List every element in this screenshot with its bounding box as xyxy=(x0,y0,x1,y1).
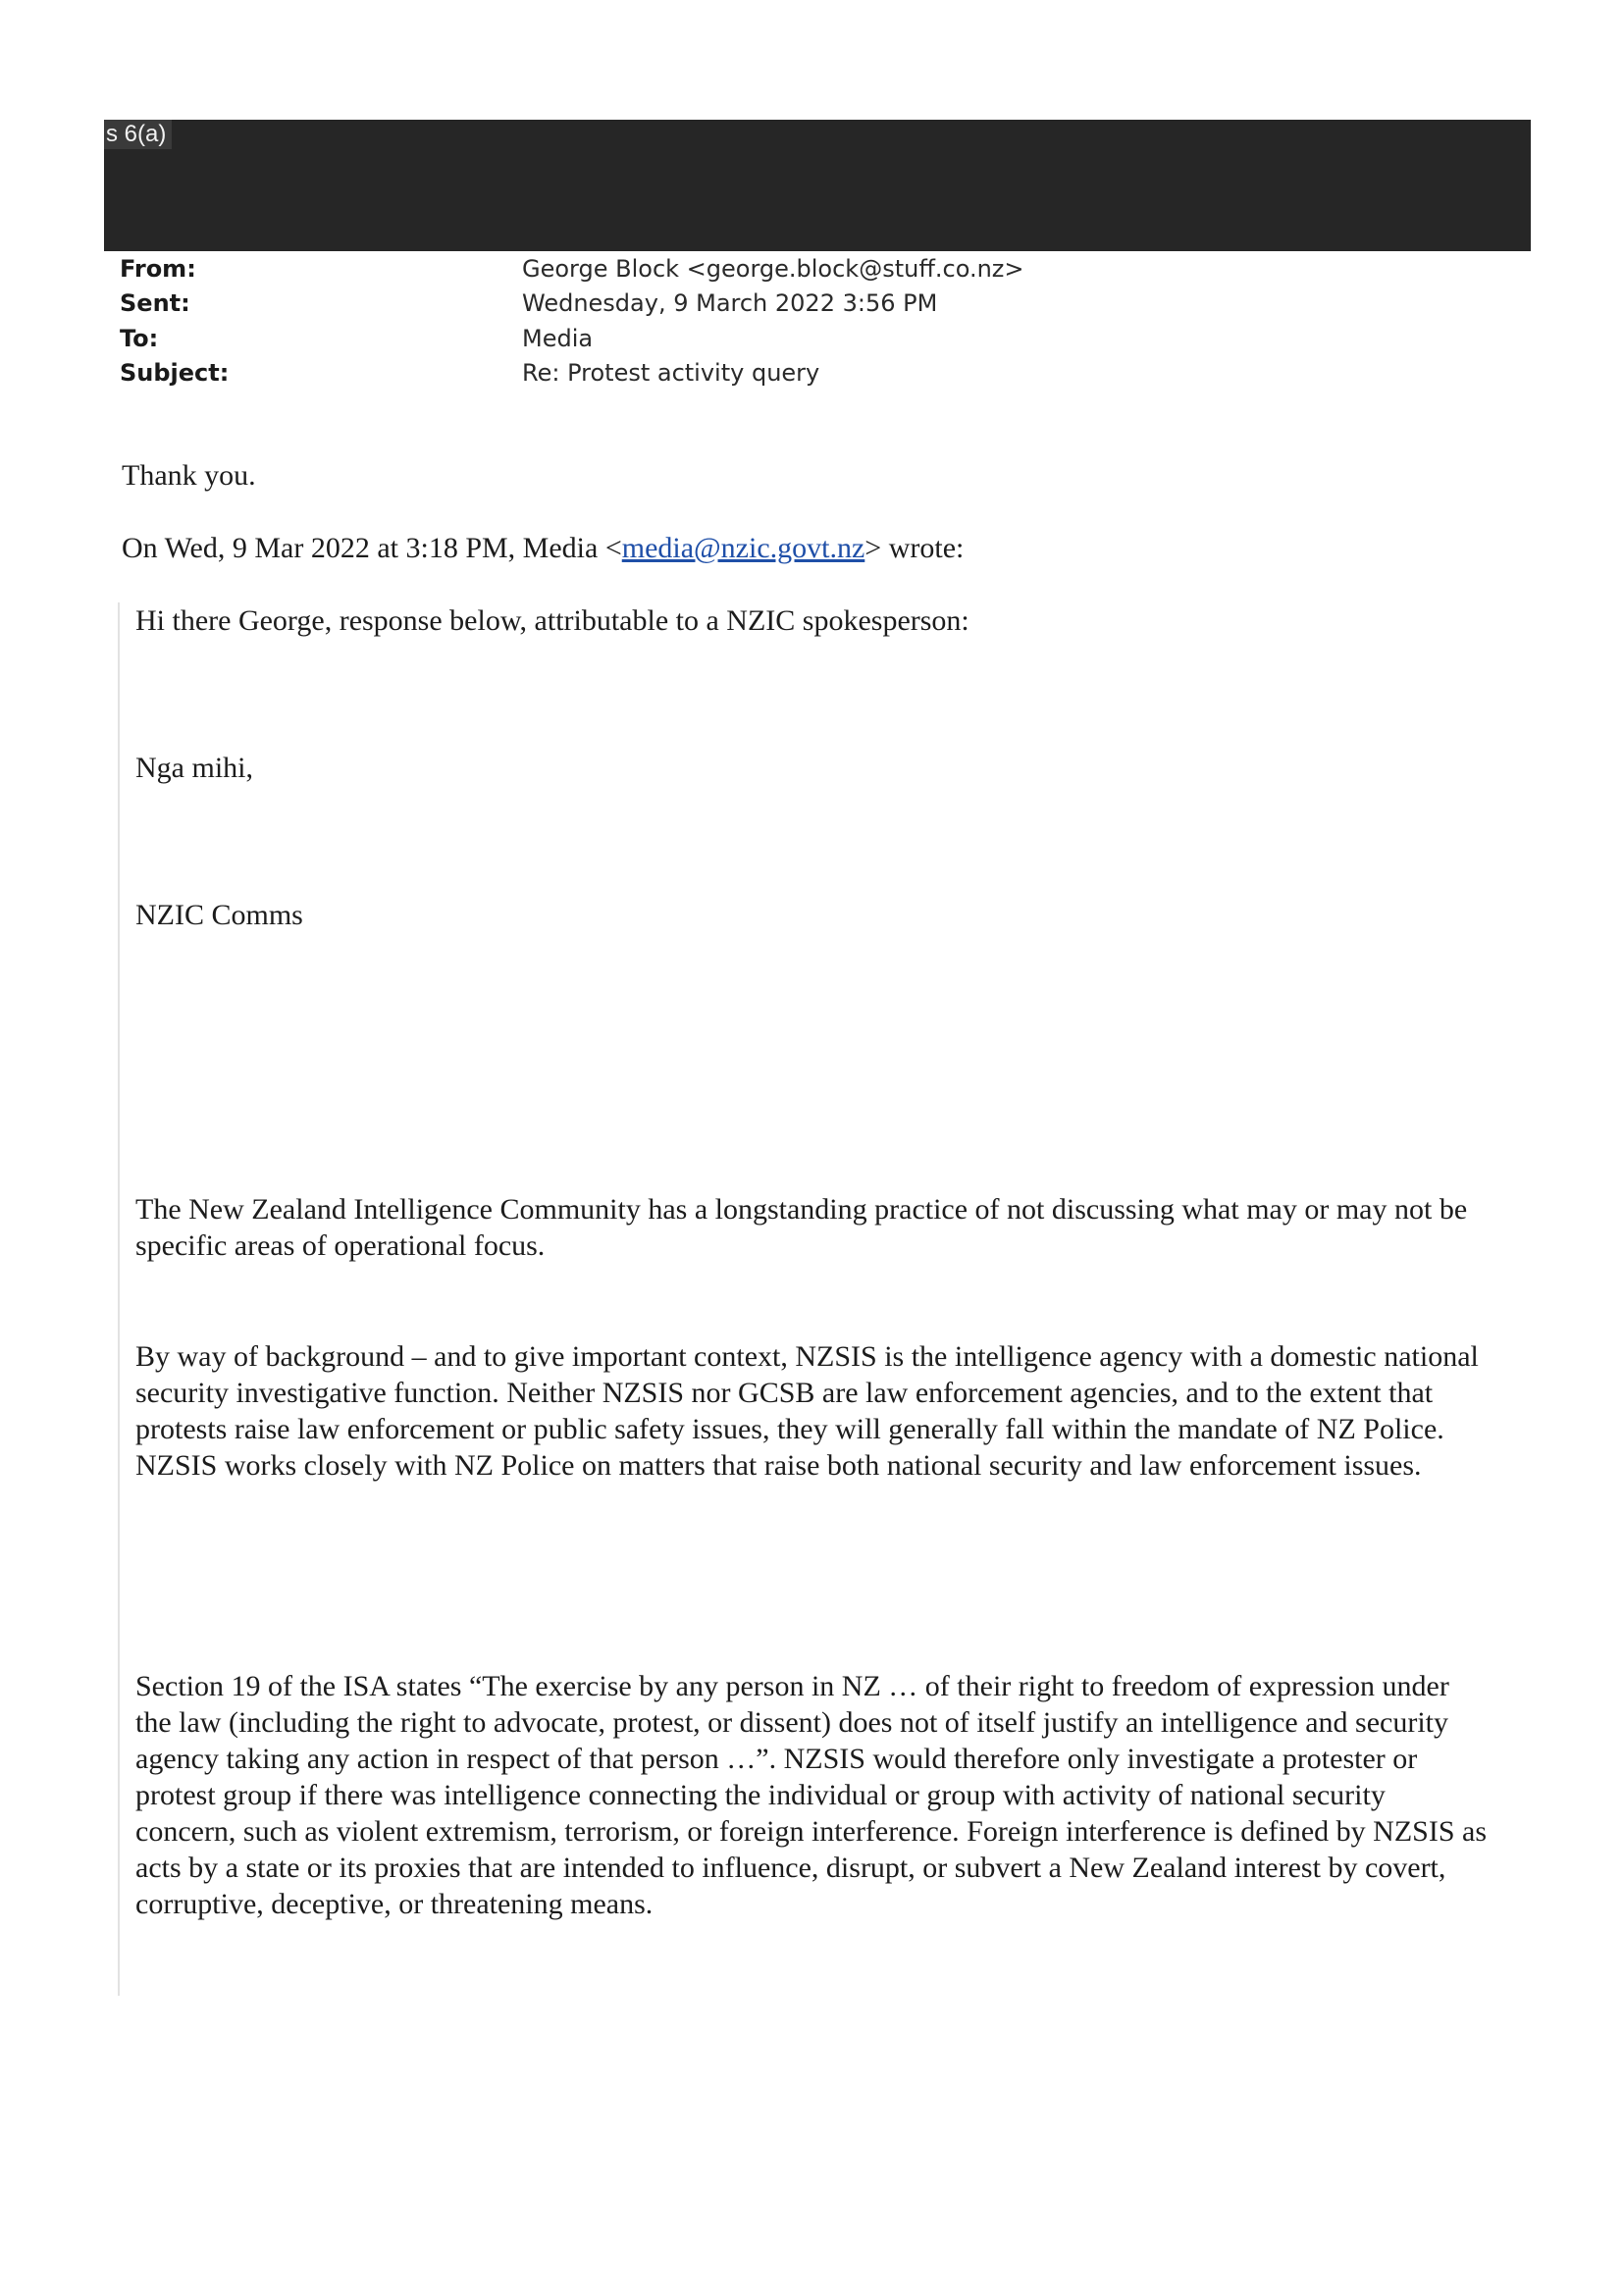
to-row xyxy=(120,321,1395,356)
from-row xyxy=(120,251,1395,287)
quoted-signoff: Nga mihi, xyxy=(135,752,253,784)
quoted-paragraph-3: Section 19 of the ISA states “The exercise by any person in NZ … of their right to freedom of expression under the law (including the right to advocate, protest, or dissent) does not of itself justify an intelligence and security agency taking any action in respect of that person …”. NZSIS would therefore only investigate a protester or protest group if there was intelligence connecting the individual or group with activity of national security concern, such as violent extremism, terrorism, or foreign interference. Foreign interference is defined by NZSIS as acts by a state or its proxies that are intended to influence, disrupt, or subvert a New Zealand interest by covert, corruptive, deceptive, or threatening means. xyxy=(135,1670,1488,1920)
reply-prefix: On Wed, 9 Mar 2022 at 3:18 PM, Media < xyxy=(122,532,622,564)
from-value: George Block <george.block@stuff.co.nz> xyxy=(522,254,1024,283)
reply-suffix: > wrote: xyxy=(864,532,965,564)
subject-row xyxy=(120,356,1395,391)
from-label: From: xyxy=(120,254,196,283)
email-header xyxy=(120,251,1395,391)
sent-label: Sent: xyxy=(120,289,190,318)
thanks-text: Thank you. xyxy=(122,459,256,492)
redaction-label: s 6(a) xyxy=(104,120,172,149)
reply-attribution xyxy=(122,530,964,566)
to-label: To: xyxy=(120,324,159,352)
quoted-paragraph-2: By way of background – and to give important context, NZSIS is the intelligence agency with a domestic national security investigative function. Neither NZSIS nor GCSB are law enforcement agencies, and to the extent that protests raise law enforcement or public safety issues, they will generally fall within the mandate of NZ Police. NZSIS works closely with NZ Police on matters that raise both national security and law enforcement issues. xyxy=(135,1340,1479,1482)
sent-row xyxy=(120,287,1395,322)
subject-value: Re: Protest activity query xyxy=(522,359,820,388)
quoted-signature: NZIC Comms xyxy=(135,899,303,931)
redaction-block xyxy=(104,120,1531,251)
sent-value: Wednesday, 9 March 2022 3:56 PM xyxy=(522,289,938,318)
media-email-link[interactable]: media@nzic.govt.nz xyxy=(621,532,865,564)
quoted-greeting: Hi there George, response below, attributable to a NZIC spokesperson: xyxy=(135,604,969,637)
to-value: Media xyxy=(522,324,594,352)
subject-label: Subject: xyxy=(120,359,230,388)
quote-bar xyxy=(118,602,120,1996)
quoted-paragraph-1: The New Zealand Intelligence Community has a longstanding practice of not discussing what may or may not be specific areas of operational focus. xyxy=(135,1193,1468,1262)
